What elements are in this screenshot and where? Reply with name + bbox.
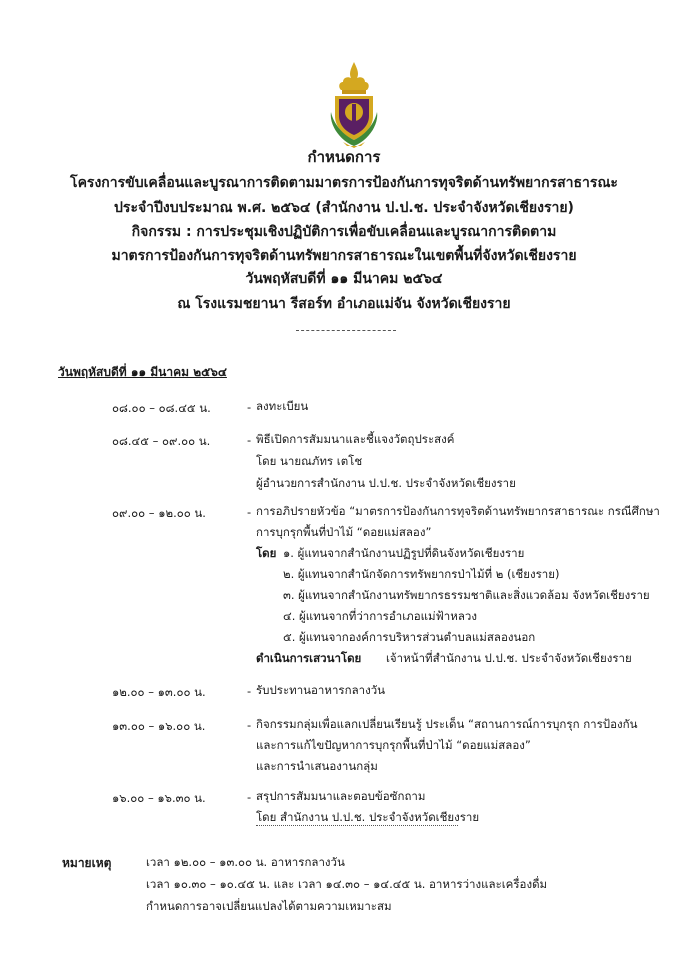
event-venue: ณ โรงแรมชยานา รีสอร์ท อำเภอแม่จัน จังหวัดเชียงราย bbox=[177, 296, 511, 312]
schedule-text: ผู้อำนวยการสำนักงาน ป.ป.ช. ประจำจังหวัดเชียงราย bbox=[256, 476, 516, 490]
schedule-text: และการแก้ไขปัญหาการบุกรุกพื้นที่ป่าไม้ “ดอยแม่สลอง” bbox=[256, 738, 531, 752]
note-line: กำหนดการอาจเปลี่ยนแปลงได้ตามความเหมาะสม bbox=[146, 899, 392, 913]
note-line: เวลา ๑๐.๓๐ – ๑๐.๔๕ น. และ เวลา ๑๔.๓๐ – ๑๔.๔๕ น. อาหารว่างและเครื่องดื่ม bbox=[146, 877, 548, 891]
moderator-name: เจ้าหน้าที่สำนักงาน ป.ป.ช. ประจำจังหวัดเชียงราย bbox=[386, 651, 632, 665]
project-name: โครงการขับเคลื่อนและบูรณาการติดตามมาตรการป้องกันการทุจริตด้านทรัพยากรสาธารณะ bbox=[70, 175, 618, 191]
by-label: โดย bbox=[256, 546, 277, 560]
schedule-text: และการนำเสนองานกลุ่ม bbox=[256, 759, 378, 773]
schedule-time: ๐๙.๐๐ – ๑๒.๐๐ น. bbox=[112, 506, 206, 520]
schedule-text: การอภิปรายหัวข้อ “มาตรการป้องกันการทุจริตด้านทรัพยากรสาธารณะ กรณีศึกษา bbox=[256, 504, 660, 518]
schedule-text: พิธีเปิดการสัมมนาและชี้แจงวัตถุประสงค์ bbox=[256, 432, 455, 446]
event-date: วันพฤหัสบดีที่ ๑๑ มีนาคม ๒๕๖๔ bbox=[245, 271, 443, 287]
bullet-dash: - bbox=[247, 505, 252, 519]
schedule-text: การบุกรุกพื้นที่ป่าไม้ “ดอยแม่สลอง” bbox=[256, 525, 432, 539]
schedule-text: สรุปการสัมมนาและตอบข้อซักถาม bbox=[256, 789, 426, 803]
speaker-item: ๕. ผู้แทนจากองค์การบริหารส่วนตำบลแม่สลองนอก bbox=[283, 630, 536, 644]
schedule-text: กิจกรรมกลุ่มเพื่อแลกเปลี่ยนเรียนรู้ ประเด็น “สถานการณ์การบุกรุก การป้องกัน bbox=[256, 717, 638, 731]
bullet-dash: - bbox=[247, 718, 252, 732]
notes-label: หมายเหตุ bbox=[62, 856, 112, 870]
day-heading: วันพฤหัสบดีที่ ๑๑ มีนาคม ๒๕๖๔ bbox=[58, 365, 227, 379]
activity-title-cont: มาตรการป้องกันการทุจริตด้านทรัพยากรสาธารณะในเขตพื้นที่จังหวัดเชียงราย bbox=[111, 248, 577, 264]
speaker-item: ๔. ผู้แทนจากที่ว่าการอำเภอแม่ฟ้าหลวง bbox=[283, 609, 477, 623]
document-title: กำหนดการ bbox=[307, 148, 381, 166]
schedule-text: รับประทานอาหารกลางวัน bbox=[256, 683, 386, 697]
government-seal-icon bbox=[325, 60, 383, 150]
schedule-text: โดย นายณภัทร เตโช bbox=[256, 454, 363, 468]
speaker-item: ๑. ผู้แทนจากสำนักงานปฏิรูปที่ดินจังหวัดเชียงราย bbox=[283, 546, 525, 560]
schedule-time: ๑๓.๐๐ – ๑๖.๐๐ น. bbox=[112, 719, 206, 733]
schedule-time: ๐๘.๔๕ – ๐๙.๐๐ น. bbox=[112, 434, 211, 448]
moderator-label: ดำเนินการเสวนาโดย bbox=[256, 651, 362, 665]
speaker-item: ๓. ผู้แทนจากสำนักงานทรัพยากรธรรมชาติและสิ่งแวดล้อม จังหวัดเชียงราย bbox=[283, 588, 650, 602]
schedule-time: ๑๒.๐๐ – ๑๓.๐๐ น. bbox=[112, 685, 206, 699]
bullet-dash: - bbox=[247, 400, 252, 414]
bullet-dash: - bbox=[247, 433, 252, 447]
note-line: เวลา ๑๒.๐๐ – ๑๓.๐๐ น. อาหารกลางวัน bbox=[146, 855, 345, 869]
dotted-divider bbox=[256, 825, 458, 826]
speaker-item: ๒. ผู้แทนจากสำนักจัดการทรัพยากรป่าไม้ที่ ๒ (เชียงราย) bbox=[283, 567, 560, 581]
schedule-text: ลงทะเบียน bbox=[256, 399, 309, 413]
schedule-text: โดย สำนักงาน ป.ป.ช. ประจำจังหวัดเชียงราย bbox=[256, 810, 480, 824]
bullet-dash: - bbox=[247, 684, 252, 698]
activity-title: กิจกรรม : การประชุมเชิงปฏิบัติการเพื่อขับเคลื่อนและบูรณาการติดตาม bbox=[131, 224, 557, 240]
bullet-dash: - bbox=[247, 790, 252, 804]
header-divider bbox=[296, 330, 396, 331]
schedule-time: ๑๖.๐๐ – ๑๖.๓๐ น. bbox=[112, 791, 206, 805]
schedule-time: ๐๘.๐๐ – ๐๘.๔๕ น. bbox=[112, 401, 211, 415]
fiscal-year: ประจำปีงบประมาณ พ.ศ. ๒๕๖๔ (สำนักงาน ป.ป.ช. ประจำจังหวัดเชียงราย) bbox=[114, 200, 574, 216]
